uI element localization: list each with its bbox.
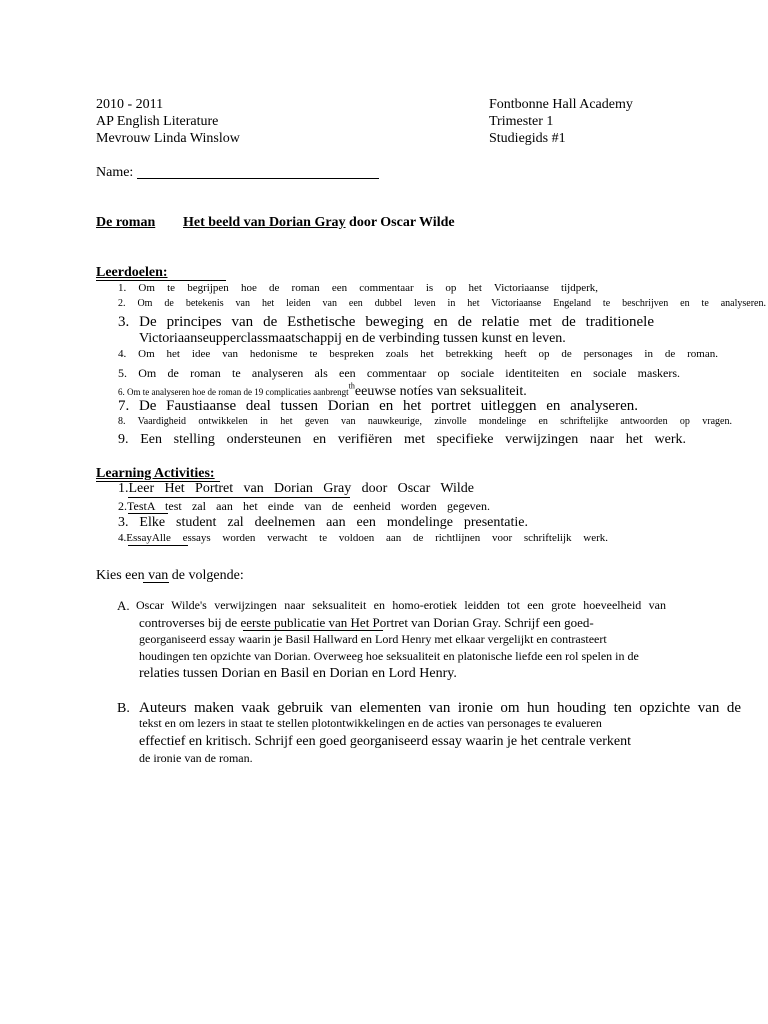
option-a-line-3: georganiseerd essay waarin je Basil Hallward en Lord Henry met elkaar vergelijkt en contrasteert — [139, 632, 607, 646]
objective-1: 1. Om te begrijpen hoe de roman een commentaar is op het Victoriaanse tijdperk, — [118, 282, 598, 294]
title-row — [183, 214, 455, 231]
school-year: 2010 - 2011 — [96, 97, 164, 112]
option-a-underline — [243, 630, 383, 631]
objectives-heading: Leerdoelen: — [96, 265, 168, 280]
activity-3: 3. Elke student zal deelnemen aan een mondelinge presentatie. — [118, 515, 528, 530]
activity-1-underline — [128, 497, 350, 498]
name-label: Name: — [96, 165, 134, 180]
option-b-label: B. — [117, 701, 130, 716]
course-name: AP English Literature — [96, 114, 219, 129]
activity-4-underline — [128, 545, 188, 546]
option-b-line-2: tekst en om lezers in staat te stellen plotontwikkelingen en de acties van personages te evalueren — [139, 716, 602, 730]
option-a-line-4: houdingen ten opzichte van Dorian. Overweeg hoe seksualiteit en platonische liefde een rol spelen in de — [139, 649, 639, 663]
option-a-line-1: Oscar Wilde's verwijzingen naar seksualiteit en homo-erotiek leidden tot een grote hoeveelheid van — [136, 598, 666, 612]
title-prefix: De roman — [96, 215, 156, 230]
objective-6-end: eeuwse notíes van seksualiteit. — [354, 384, 527, 399]
book-author: door Oscar Wilde — [349, 215, 455, 230]
option-a-line-2: controverses bij de eerste publicatie van Het Portret van Dorian Gray. Schrijf een goed- — [139, 615, 594, 630]
objectives-underline — [96, 280, 226, 281]
option-b-line-4: de ironie van de roman. — [139, 751, 253, 765]
option-a-line-5: relaties tussen Dorian en Basil en Dorian en Lord Henry. — [139, 666, 457, 681]
objective-3-continued: Victoriaanseupperclassmaatschappij en de verbinding tussen kunst en leven. — [139, 331, 566, 346]
objective-6-superscript: th — [348, 381, 355, 391]
objective-6-text: 6. Om te analyseren hoe de roman de 19 complicaties aanbrengt — [118, 387, 349, 397]
objective-7: 7. De Faustiaanse deal tussen Dorian en het portret uitleggen en analyseren. — [118, 398, 638, 414]
objective-8: 8. Vaardigheid ontwikkelen in het geven van nauwkeurige, zinvolle mondelinge en schriftelijke antwoorden op vragen. — [118, 416, 732, 427]
option-b-line-3: effectief en kritisch. Schrijf een goed georganiseerd essay waarin je het centrale verkent — [139, 734, 631, 749]
objective-2: 2. Om de betekenis van het leiden van een dubbel leven in het Victoriaanse Engeland te beschrijven en te analyseren. — [118, 298, 766, 309]
objective-4: 4. Om het idee van hedonisme te bespreken zoals het betrekking heeft op de personages in de roman. — [118, 348, 718, 360]
activities-heading: Learning Activities: — [96, 466, 215, 481]
activity-2: 2.TestA test zal aan het einde van de eenheid worden gegeven. — [118, 499, 490, 513]
activity-1: 1.Leer Het Portret van Dorian Gray door Oscar Wilde — [118, 481, 474, 496]
option-b-line-1: Auteurs maken vaak gebruik van elementen van ironie om hun houding ten opzichte van de — [139, 700, 741, 716]
option-a-label: A. — [117, 598, 130, 613]
objective-5: 5. Om de roman te analyseren als een commentaar op sociale identiteiten en sociale maskers. — [118, 366, 680, 380]
guide-number: Studiegids #1 — [489, 131, 566, 146]
activity-4: 4.EssayAlle essays worden verwacht te voldoen aan de richtlijnen voor schriftelijk werk. — [118, 532, 608, 544]
name-blank-line — [137, 178, 379, 179]
activity-2-underline — [128, 513, 168, 514]
objective-9: 9. Een stelling ondersteunen en verifiëren met specifieke verwijzingen naar het werk. — [118, 432, 686, 447]
choose-instruction: Kies een van de volgende: — [96, 568, 244, 583]
book-title: Het beeld van Dorian Gray — [183, 215, 346, 230]
school-name: Fontbonne Hall Academy — [489, 97, 633, 112]
teacher-name: Mevrouw Linda Winslow — [96, 131, 240, 146]
objective-3: 3. De principes van de Esthetische beweging en de relatie met de traditionele — [118, 314, 654, 330]
choose-underline — [143, 582, 169, 583]
term: Trimester 1 — [489, 114, 554, 129]
